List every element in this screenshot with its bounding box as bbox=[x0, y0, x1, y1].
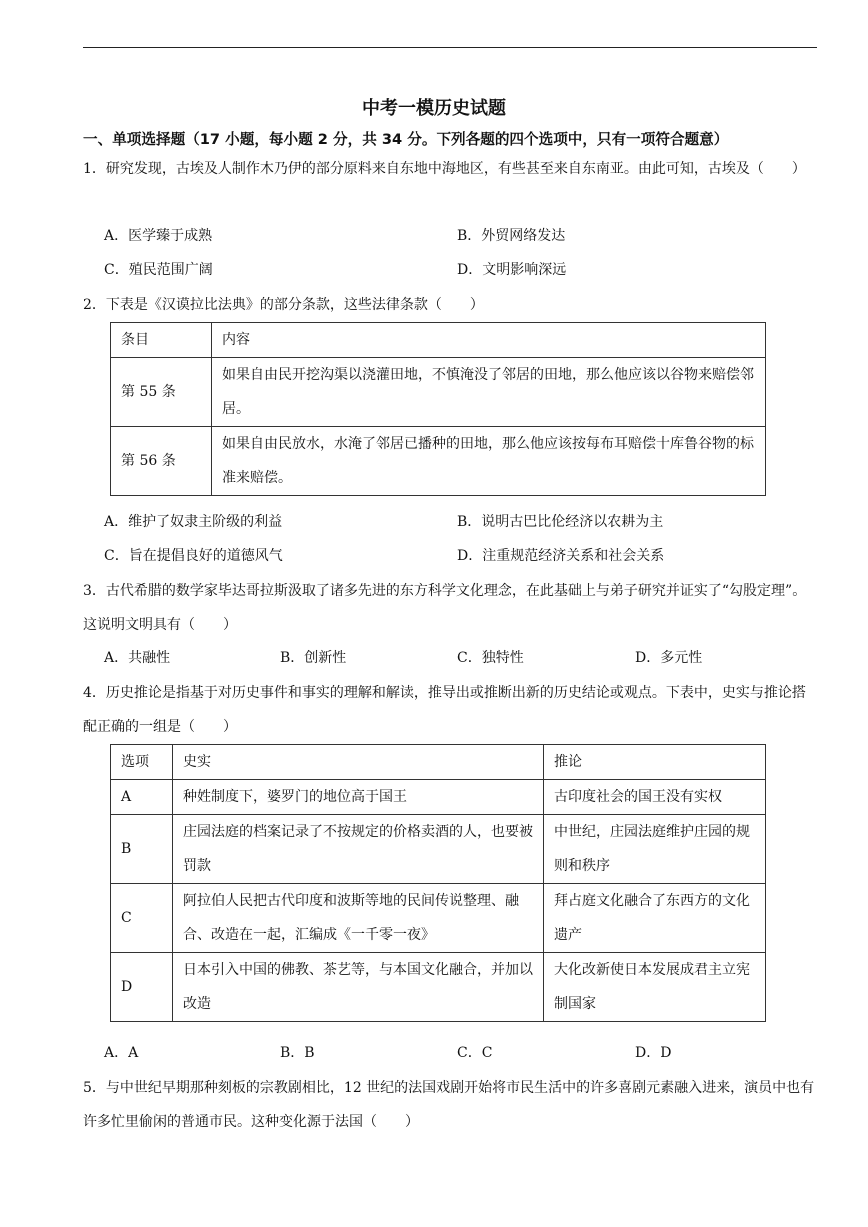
table-header-cell: 史实 bbox=[173, 745, 544, 780]
table-cell: 拜占庭文化融合了东西方的文化遗产 bbox=[544, 884, 766, 953]
q2-option-d[interactable]: D．注重规范经济关系和社会关系 bbox=[457, 548, 665, 564]
table-cell: 古印度社会的国王没有实权 bbox=[544, 780, 766, 815]
table-row bbox=[111, 884, 766, 953]
table-header-row bbox=[111, 323, 766, 358]
page-title: 中考一模历史试题 bbox=[362, 98, 506, 119]
q4-option-a[interactable]: A．A bbox=[104, 1045, 139, 1061]
table-cell: C bbox=[111, 884, 173, 953]
q4-option-d[interactable]: D．D bbox=[635, 1045, 672, 1061]
q4-option-b[interactable]: B．B bbox=[280, 1045, 315, 1061]
table-cell: 如果自由民开挖沟渠以浇灌田地，不慎淹没了邻居的田地，那么他应该以谷物来赔偿邻居。 bbox=[212, 358, 766, 427]
table-header-row bbox=[111, 745, 766, 780]
q4-stem: 4．历史推论是指基于对历史事件和事实的理解和解读，推导出或推断出新的历史结论或观点。下表中，史实与推论搭配正确的一组是（ ） bbox=[83, 685, 806, 735]
table-header-cell: 条目 bbox=[111, 323, 212, 358]
table-header-cell: 推论 bbox=[544, 745, 766, 780]
table-row bbox=[111, 815, 766, 884]
table-cell: 阿拉伯人民把古代印度和波斯等地的民间传说整理、融合、改造在一起，汇编成《一千零一夜》 bbox=[173, 884, 544, 953]
table-cell: 庄园法庭的档案记录了不按规定的价格卖酒的人，也要被罚款 bbox=[173, 815, 544, 884]
q2-table bbox=[110, 322, 766, 496]
q4-option-c[interactable]: C．C bbox=[457, 1045, 493, 1061]
q5-stem: 5．与中世纪早期那种刻板的宗教剧相比，12 世纪的法国戏剧开始将市民生活中的许多喜剧元素融入进来，演员中也有许多忙里偷闲的普通市民。这种变化源于法国（ ） bbox=[83, 1080, 815, 1130]
table-row bbox=[111, 358, 766, 427]
table-cell: B bbox=[111, 815, 173, 884]
table-cell: 第 55 条 bbox=[111, 358, 212, 427]
q2-option-c[interactable]: C．旨在提倡良好的道德风气 bbox=[104, 548, 283, 564]
q3-option-a[interactable]: A．共融性 bbox=[104, 650, 171, 666]
q4-table bbox=[110, 744, 766, 1022]
section-header: 一、单项选择题（17 小题，每小题 2 分，共 34 分。下列各题的四个选项中，只有一项符合题意） bbox=[83, 131, 729, 148]
table-cell: D bbox=[111, 953, 173, 1022]
table-header-cell: 选项 bbox=[111, 745, 173, 780]
q1-option-a[interactable]: A．医学臻于成熟 bbox=[104, 228, 213, 244]
table-row bbox=[111, 953, 766, 1022]
table-cell: A bbox=[111, 780, 173, 815]
q3-option-c[interactable]: C．独特性 bbox=[457, 650, 524, 666]
table-row bbox=[111, 780, 766, 815]
table-header-cell: 内容 bbox=[212, 323, 766, 358]
q3-stem: 3．古代希腊的数学家毕达哥拉斯汲取了诸多先进的东方科学文化理念，在此基础上与弟子研究并证实了“勾股定理”。这说明文明具有（ ） bbox=[83, 583, 807, 633]
q1-option-d[interactable]: D．文明影响深远 bbox=[457, 262, 567, 278]
table-cell: 第 56 条 bbox=[111, 427, 212, 496]
table-cell: 日本引入中国的佛教、茶艺等，与本国文化融合，并加以改造 bbox=[173, 953, 544, 1022]
header-rule bbox=[83, 47, 817, 48]
q2-option-b[interactable]: B．说明古巴比伦经济以农耕为主 bbox=[457, 514, 664, 530]
q1-option-b[interactable]: B．外贸网络发达 bbox=[457, 228, 566, 244]
table-row bbox=[111, 427, 766, 496]
q2-option-a[interactable]: A．维护了奴隶主阶级的利益 bbox=[104, 514, 283, 530]
q2-stem: 2．下表是《汉谟拉比法典》的部分条款，这些法律条款（ ） bbox=[83, 297, 484, 313]
table-cell: 中世纪，庄园法庭维护庄园的规则和秩序 bbox=[544, 815, 766, 884]
q1-option-c[interactable]: C．殖民范围广阔 bbox=[104, 262, 213, 278]
table-cell: 如果自由民放水，水淹了邻居已播种的田地，那么他应该按每布耳赔偿十库鲁谷物的标准来赔偿。 bbox=[212, 427, 766, 496]
q3-option-d[interactable]: D．多元性 bbox=[635, 650, 703, 666]
table-cell: 种姓制度下，婆罗门的地位高于国王 bbox=[173, 780, 544, 815]
q1-stem: 1．研究发现，古埃及人制作木乃伊的部分原料来自东地中海地区，有些甚至来自东南亚。由此可知，古埃及（ ） bbox=[83, 161, 806, 177]
table-cell: 大化改新使日本发展成君主立宪制国家 bbox=[544, 953, 766, 1022]
q3-option-b[interactable]: B．创新性 bbox=[280, 650, 347, 666]
